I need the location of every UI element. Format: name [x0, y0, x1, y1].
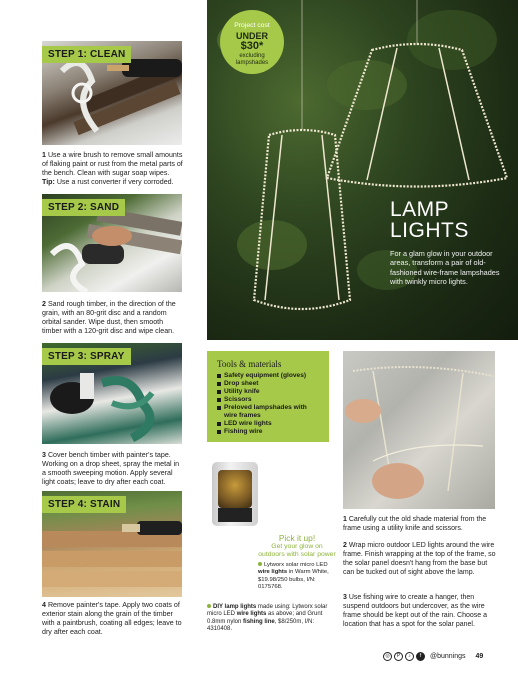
lamp-step1-number: 1	[343, 516, 347, 523]
pickup-title: Pick it up!	[278, 533, 316, 543]
lamp-step1-description: Carefully cut the old shade material from the frame using a utility knife and scissors.	[343, 516, 487, 532]
step4-label: STEP 4: STAIN	[42, 496, 126, 513]
step2-number: 2	[42, 300, 46, 308]
step2-photo	[42, 194, 182, 292]
step4-text	[42, 601, 184, 637]
cost-under: UNDER	[235, 31, 268, 41]
hero-title	[390, 199, 510, 241]
step3-label: STEP 3: SPRAY	[42, 348, 131, 365]
step1-text	[42, 151, 184, 187]
step3-text	[42, 451, 184, 487]
step1-tip-label: Tip:	[42, 178, 55, 186]
lamp-step2-text	[343, 542, 496, 578]
facebook-icon[interactable]: f	[416, 652, 425, 661]
tools-item: Preloved lampshades with wire frames	[217, 404, 321, 420]
cost-amount: $30*	[240, 40, 264, 52]
step2-text	[42, 300, 184, 336]
tools-item: Scissors	[217, 396, 321, 404]
step4-photo	[42, 491, 182, 597]
tools-item: Fishing wire	[217, 428, 321, 436]
product-note	[258, 562, 338, 591]
product-label-band	[218, 508, 252, 522]
page-number: 49	[475, 652, 484, 660]
diy-bold3: fishing line	[243, 618, 275, 625]
social-handle[interactable]: @bunnings	[430, 652, 466, 660]
step1-photo	[42, 41, 182, 145]
step1-description: Use a wire brush to remove small amounts of flaking paint or rust from the metal parts of the bench. Clean with sugar soap wipes.	[42, 151, 183, 177]
diy-text2: as above; and Grunt 0.8mm nylon	[207, 611, 323, 625]
pickup-callout	[258, 533, 336, 559]
lamp-step3-text	[343, 594, 496, 630]
wrapping-lights-photo	[343, 351, 495, 509]
pickup-subtitle: Get your glow on outdoors with solar power	[258, 543, 336, 558]
product-brand: Lytworx solar micro LED	[264, 562, 328, 568]
cost-label: Project cost	[234, 22, 270, 29]
product-image-lights	[212, 462, 258, 526]
step3-number: 3	[42, 451, 46, 459]
product-bold: wire lights	[258, 569, 288, 576]
tiktok-icon[interactable]: ♪	[405, 652, 414, 661]
diy-note	[207, 604, 335, 634]
diy-text3: , $8/250m, I/N: 4310408.	[207, 618, 315, 633]
tools-list	[217, 372, 321, 436]
step1-tip-text: Use a rust converter if very corroded.	[56, 178, 174, 186]
product-rest: in Warm White, $19.98/250 bulbs, I/N: 0175768.	[258, 569, 329, 590]
hero-description: For a glam glow in your outdoor areas, transform a pair of old-fashioned wire-frame lampshades with twinkly micro lights.	[390, 249, 500, 286]
tools-item: Safety equipment (gloves)	[217, 372, 321, 380]
step3-photo	[42, 343, 182, 444]
diy-bold2: wire lights	[236, 611, 267, 618]
bullet-dot-icon	[258, 562, 262, 566]
step4-description: Remove painter's tape. Apply two coats of exterior stain along the grain of the timber with a paintbrush, coating all edges; leave to dry after each coat.	[42, 601, 182, 636]
hero-title-line1: LAMP	[390, 198, 450, 221]
tools-materials-box	[207, 351, 329, 442]
hero-title-line2: LIGHTS	[390, 219, 469, 242]
cost-excluding-line2: lampshades	[235, 60, 269, 66]
project-cost-badge	[220, 10, 284, 74]
diy-text1: made using: Lytworx solar micro LED	[207, 604, 328, 618]
step1-number: 1	[42, 151, 46, 159]
page-footer	[383, 650, 483, 662]
step2-description: Sand rough timber, in the direction of the grain, with an 80-grit disc and a random orbital sander. Wipe dust, then smooth timber with a 120-grit disc and wipe clean.	[42, 300, 176, 335]
bullet-dot-icon	[207, 604, 211, 608]
cost-excluding	[220, 53, 284, 67]
cost-excluding-line1: excluding	[239, 53, 265, 59]
lamp-step2-number: 2	[343, 542, 347, 549]
step1-label: STEP 1: CLEAN	[42, 46, 131, 63]
tools-item: Utility knife	[217, 388, 321, 396]
lamp-step2-description: Wrap micro outdoor LED lights around the wire frame. Finish wrapping at the top of the frame, so the solar panel doesn't hang from the base but can be tucked out of sight above the lamp.	[343, 542, 496, 576]
tools-item: Drop sheet	[217, 380, 321, 388]
step2-label: STEP 2: SAND	[42, 199, 125, 216]
product-light-coil	[218, 470, 252, 508]
hands-wire-illustration	[343, 351, 495, 509]
diy-bold1: DIY lamp lights	[213, 604, 257, 610]
step4-number: 4	[42, 601, 46, 609]
lamp-step1-text	[343, 516, 496, 534]
lamp-step3-description: Use fishing wire to create a hanger, then suspend outdoors but undercover, as the wire frame should be kept out of the rain. Choose a location that has a spot for the solar panel.	[343, 594, 487, 628]
tools-heading: Tools & materials	[217, 359, 282, 369]
step3-description: Cover bench timber with painter's tape. Working on a drop sheet, spray the metal in a smooth sweeping motion. Apply several light coats; leave to dry after each coat.	[42, 451, 180, 486]
lamp-step3-number: 3	[343, 594, 347, 601]
tools-item: LED wire lights	[217, 420, 321, 428]
pinterest-icon[interactable]: P	[394, 652, 403, 661]
instagram-icon[interactable]: ◎	[383, 652, 392, 661]
